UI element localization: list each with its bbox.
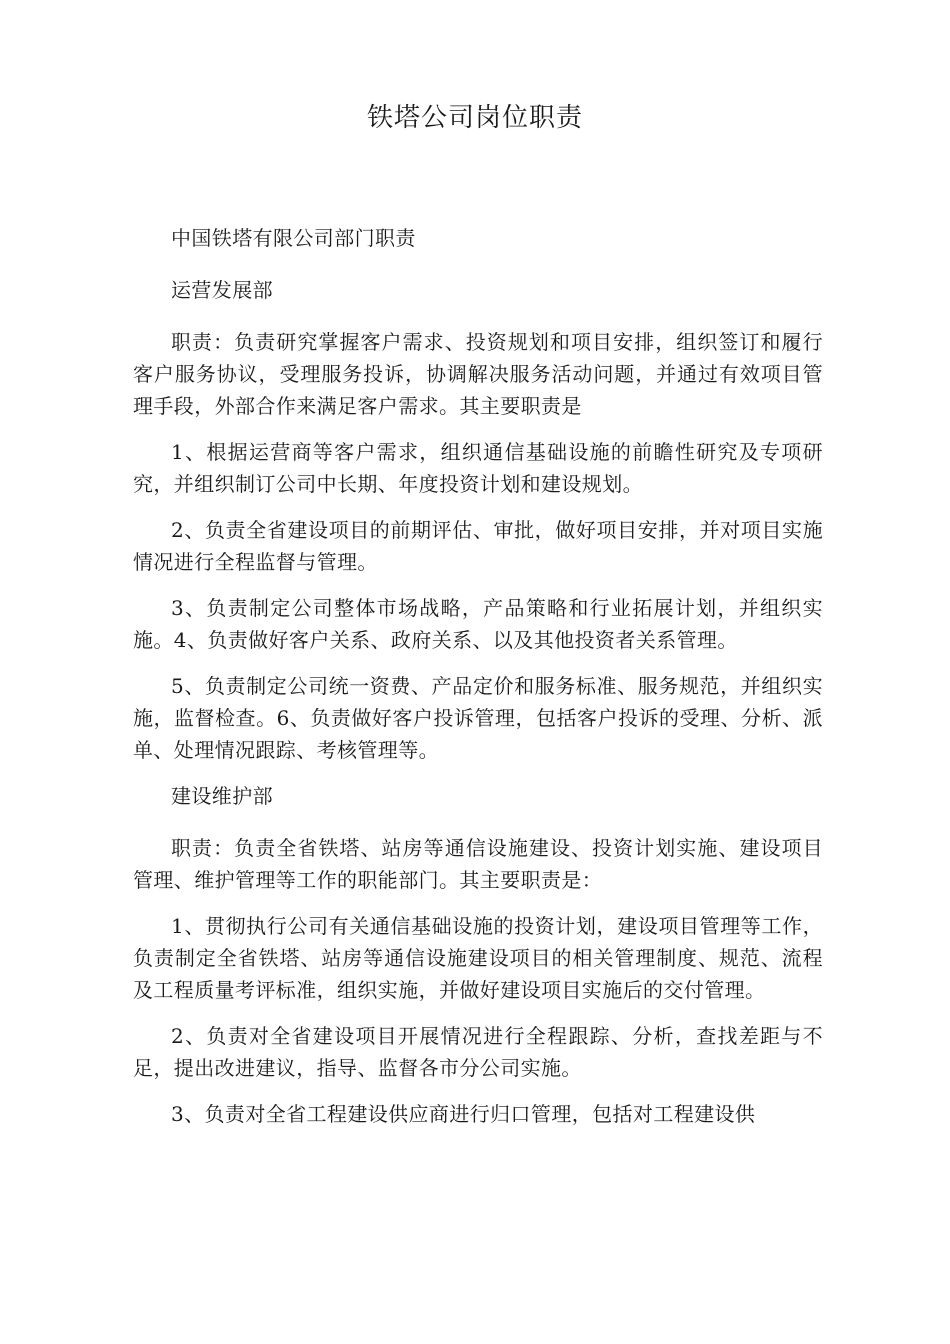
construction-duty-item: 2、负责对全省建设项目开展情况进行全程跟踪、分析，查找差距与不足，提出改进建议，指导、监督各市分公司实施。: [133, 1024, 823, 1080]
operations-duty-item: 1、根据运营商等客户需求，组织通信基础设施的前瞻性研究及专项研究，并组织制订公司中长期、年度投资计划和建设规划。: [133, 440, 823, 496]
operations-duty-summary: 职责：负责研究掌握客户需求、投资规划和项目安排，组织签订和履行客户服务协议，受理服务投诉，协调解决服务活动问题，并通过有效项目管理手段，外部合作来满足客户需求。其主要职责是: [133, 330, 823, 418]
company-heading: 中国铁塔有限公司部门职责: [171, 226, 416, 250]
operations-duty-item: 5、负责制定公司统一资费、产品定价和服务标准、服务规范，并组织实施，监督检查。6、负责做好客户投诉管理，包括客户投诉的受理、分析、派单、处理情况跟踪、考核管理等。: [133, 674, 823, 762]
construction-duty-item: 1、贯彻执行公司有关通信基础设施的投资计划，建设项目管理等工作，负责制定全省铁塔、站房等通信设施建设项目的相关管理制度、规范、流程及工程质量考评标准，组织实施，并做好建设项目实施后的交付管理。: [133, 914, 823, 1002]
document-title: 铁塔公司岗位职责: [366, 103, 583, 133]
department-heading-operations: 运营发展部: [171, 278, 273, 302]
document-body: [133, 222, 823, 1144]
construction-duty-summary: 职责：负责全省铁塔、站房等通信设施建设、投资计划实施、建设项目管理、维护管理等工作的职能部门。其主要职责是：: [133, 836, 823, 892]
operations-duty-item: 2、负责全省建设项目的前期评估、审批，做好项目安排，并对项目实施情况进行全程监督与管理。: [133, 518, 823, 574]
department-heading-construction: 建设维护部: [171, 784, 273, 808]
construction-duty-item: 3、负责对全省工程建设供应商进行归口管理，包括对工程建设供: [171, 1102, 756, 1126]
operations-duty-item: 3、负责制定公司整体市场战略，产品策略和行业拓展计划，并组织实施。4、负责做好客户关系、政府关系、以及其他投资者关系管理。: [133, 596, 823, 652]
